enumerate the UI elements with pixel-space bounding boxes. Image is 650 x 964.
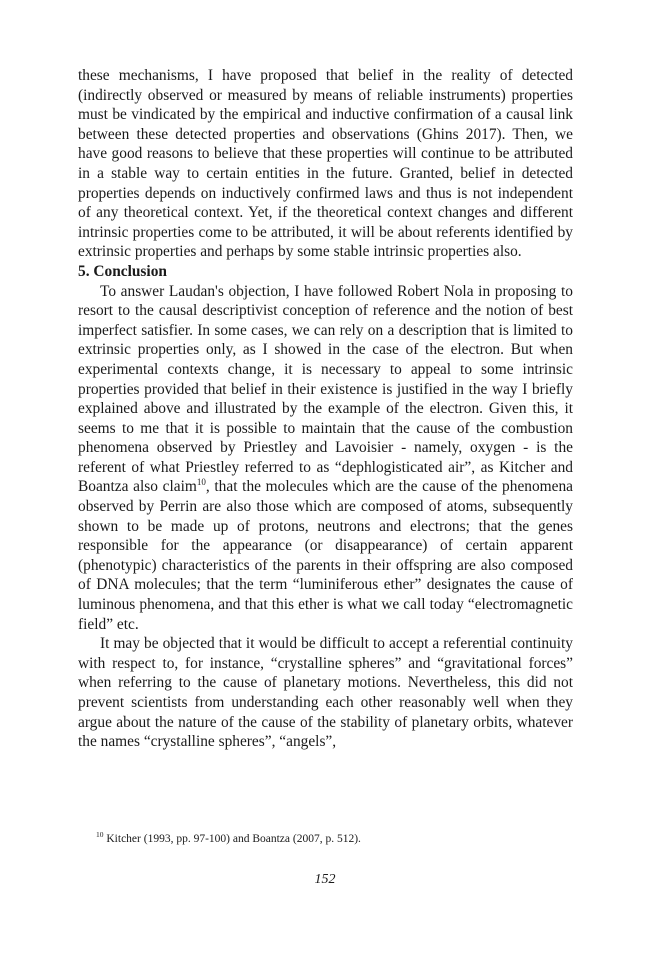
- paragraph-conclusion-part-b: , that the molecules which are the cause of the phenomena observed by Perrin are also those which are composed of atoms, subsequently shown to be made up of protons, neutrons and electrons; that the genes responsible for the appearance (or disappearance) of certain apparent (phenotypic) characteristics of the parents in their offspring are also composed of DNA molecules; that the term “luminiferous ether” designates the cause of luminous phenomena, and that this ether is what we call today “electromagnetic field” etc.: [78, 478, 573, 633]
- footnote-number: 10: [96, 830, 104, 840]
- footnote: [96, 832, 573, 847]
- body-text: [78, 66, 573, 752]
- paragraph-conclusion: [78, 282, 573, 635]
- paragraph-top: these mechanisms, I have proposed that belief in the reality of detected (indirectly observed or measured by means of reliable instruments) properties must be vindicated by the empirical and inductive confirmation of a causal link between these detected properties and observations (Ghins 2017). Then, we have good reasons to believe that these properties will continue to be attributed in a stable way to certain entities in the future. Granted, belief in detected properties depends on inductively confirmed laws and thus is not independent of any theoretical context. Yet, if the theoretical context changes and different intrinsic properties come to be attributed, it will be about referents identified by extrinsic properties and perhaps by some stable intrinsic properties also.: [78, 67, 573, 261]
- paragraph-conclusion-part-a: To answer Laudan's objection, I have followed Robert Nola in proposing to resort to the causal descriptivist conception of reference and the notion of best imperfect satisfier. In some cases, we can rely on a description that is limited to extrinsic properties only, as I showed in the case of the electron. But when experimental contexts change, it is necessary to appeal to some intrinsic properties provided that belief in their existence is justified in the way I briefly explained above and illustrated by the example of the electron. Given this, it seems to me that it is possible to maintain that the cause of the combustion phenomena observed by Priestley and Lavoisier - namely, oxygen - is the referent of what Priestley referred to as “dephlogisticated air”, as Kitcher and Boantza also claim: [78, 282, 573, 496]
- paragraph-objection: It may be objected that it would be difficult to accept a referential continuity with respect to, for instance, “crystalline spheres” and “gravitational forces” when referring to the cause of planetary motions. Nevertheless, this did not prevent scientists from understanding each other reasonably well when they argue about the nature of the cause of the stability of planetary orbits, whatever the names “crystalline spheres”, “angels”,: [78, 635, 573, 751]
- page-number: 152: [314, 872, 336, 887]
- footnote-text: Kitcher (1993, pp. 97-100) and Boantza (2007, p. 512).: [103, 833, 361, 845]
- section-heading: 5. Conclusion: [78, 262, 167, 280]
- footnote-reference[interactable]: 10: [196, 477, 206, 488]
